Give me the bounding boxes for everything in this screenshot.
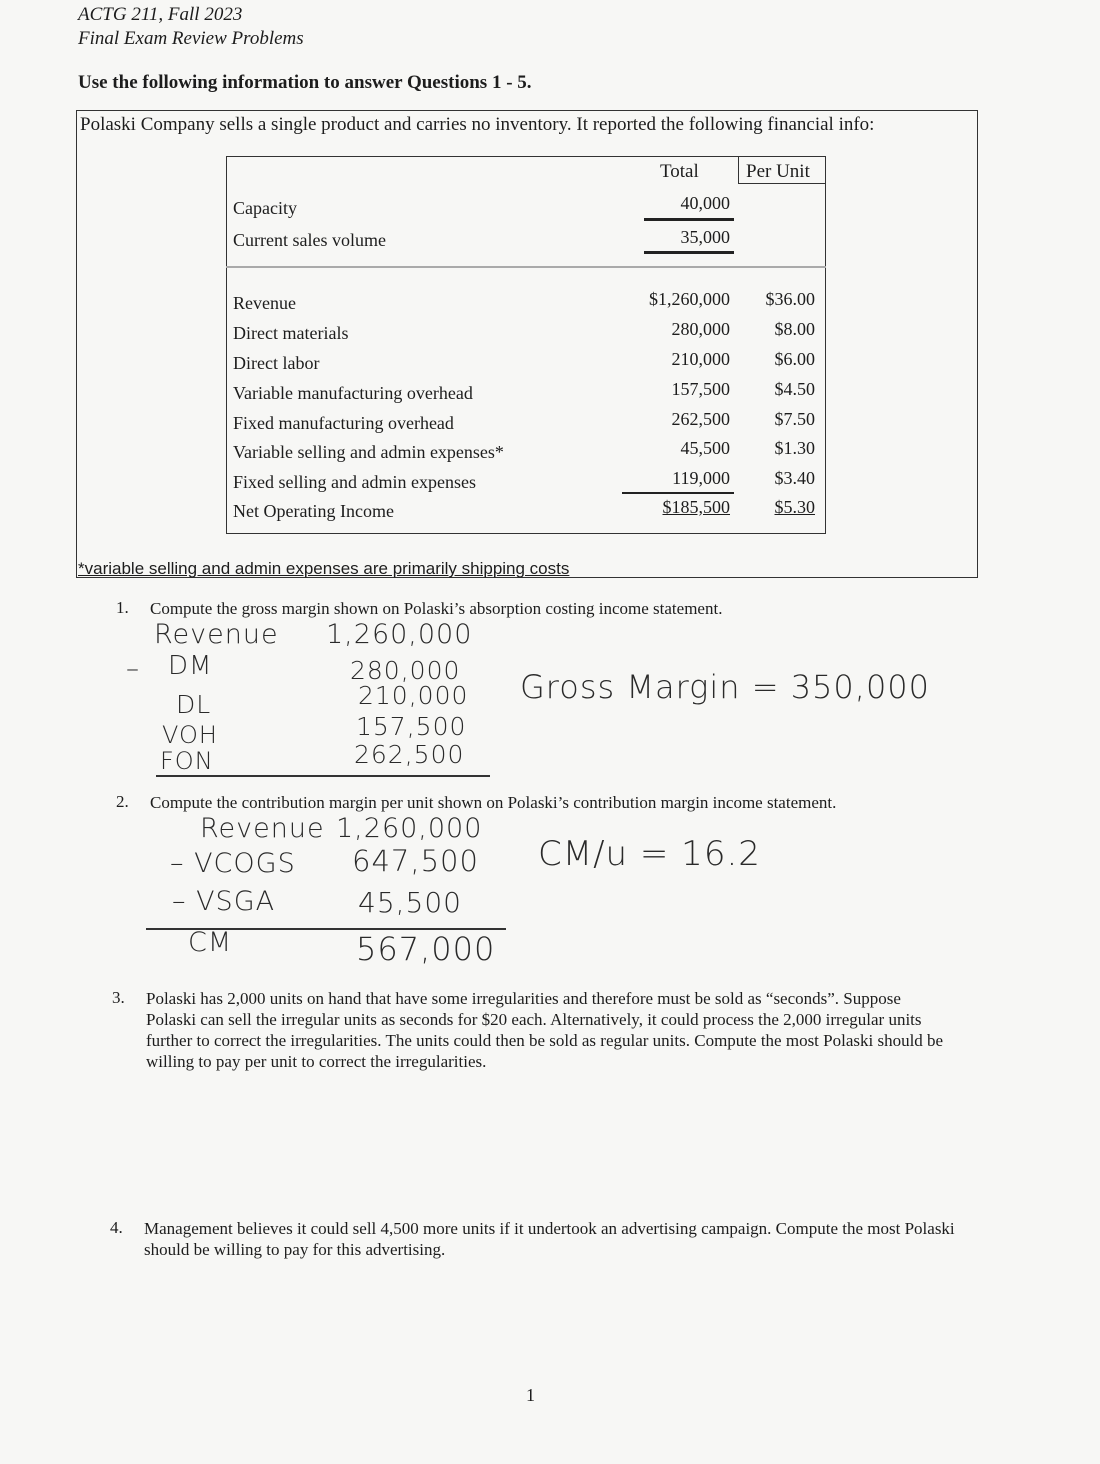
hw-dl-value: 210,000 [358, 681, 469, 710]
row-label: Revenue [233, 293, 296, 313]
page-number: 1 [526, 1385, 535, 1405]
row-label: Direct labor [233, 353, 320, 373]
hw-vcogs-value: 647,500 [352, 844, 479, 878]
row-total: 210,000 [671, 349, 730, 369]
row-per-unit: $1.30 [774, 438, 815, 458]
question-number: 1. [116, 598, 129, 617]
row-per-unit: $8.00 [774, 319, 815, 339]
column-header-total: Total [660, 161, 699, 182]
hw-voh-value: 157,500 [356, 712, 467, 741]
capacity-rule [644, 218, 734, 221]
hw-vsga-value: 45,500 [358, 886, 462, 919]
footnote: *variable selling and admin expenses are primarily shipping costs [78, 559, 570, 578]
row-per-unit: $3.40 [774, 468, 815, 488]
column-header-per-unit: Per Unit [746, 161, 810, 182]
instruction-heading: Use the following information to answer Questions 1 - 5. [78, 72, 532, 93]
course-title: ACTG 211, Fall 2023 [78, 4, 243, 25]
document-subtitle: Final Exam Review Problems [78, 28, 304, 49]
question-text: Compute the gross margin shown on Polaski’s absorption costing income statement. [150, 599, 723, 618]
hw-cm-per-unit-answer: CM/u = 16.2 [538, 834, 761, 874]
question-number: 3. [112, 988, 125, 1007]
hw-cm-value: 567,000 [356, 930, 496, 968]
hw-revenue-value: 1,260,000 [336, 813, 483, 844]
row-total: 157,500 [671, 379, 730, 399]
hw-dl: DL [176, 690, 212, 719]
net-income-per-unit: $5.30 [774, 497, 815, 517]
hw-vsga: – VSGA [172, 886, 276, 917]
hw-gross-margin-answer: Gross Margin = 350,000 [520, 668, 931, 706]
net-income-label: Net Operating Income [233, 501, 394, 521]
hw-voh: VOH [162, 721, 218, 749]
table-divider [226, 266, 826, 268]
row-label: Fixed selling and admin expenses [233, 472, 476, 492]
row-label: Fixed manufacturing overhead [233, 413, 454, 433]
question-text: Management believes it could sell 4,500 more units if it undertook an advertising campaign. Compute the most Polaski should be willing to pay for this advertising. [144, 1219, 955, 1259]
question-text: Compute the contribution margin per unit shown on Polaski’s contribution margin income statement. [150, 793, 837, 812]
hw-revenue-value: 1,260,000 [326, 619, 473, 650]
hw-vcogs: – VCOGS [170, 848, 296, 879]
hw-revenue: Revenue [200, 813, 325, 844]
row-total: 45,500 [680, 438, 730, 458]
total-rule [622, 492, 734, 494]
question-number: 2. [116, 792, 129, 811]
hw-fon-value: 262,500 [354, 740, 465, 769]
hw-minus-sign: – [126, 654, 140, 684]
hw-fon: FON [160, 747, 214, 775]
question-number: 4. [110, 1218, 123, 1237]
row-per-unit: $36.00 [765, 289, 815, 309]
hw-dm-value: 280,000 [350, 656, 461, 685]
info-intro: Polaski Company sells a single product and carries no inventory. It reported the following financial info: [80, 114, 875, 135]
row-label: Variable selling and admin expenses* [233, 442, 504, 462]
hw-sum-line [156, 775, 490, 777]
net-income-total: $185,500 [662, 497, 730, 517]
sales-volume-rule [644, 251, 734, 254]
row-per-unit: $6.00 [774, 349, 815, 369]
row-total: 262,500 [671, 409, 730, 429]
sales-volume-label: Current sales volume [233, 230, 386, 250]
capacity-label: Capacity [233, 198, 297, 218]
row-total: $1,260,000 [649, 289, 730, 309]
capacity-total: 40,000 [680, 193, 730, 213]
row-per-unit: $7.50 [774, 409, 815, 429]
row-total: 280,000 [671, 319, 730, 339]
sales-volume-total: 35,000 [680, 227, 730, 247]
row-per-unit: $4.50 [774, 379, 815, 399]
hw-dm: DM [168, 651, 213, 681]
row-label: Direct materials [233, 323, 349, 343]
row-label: Variable manufacturing overhead [233, 383, 473, 403]
hw-cm: CM [188, 927, 233, 958]
question-text: Polaski has 2,000 units on hand that have some irregularities and therefore must be sold as “seconds”. Suppose Polaski can sell the irregular units as seconds for $20 each. Alternatively, it could process the 2,000 irregular units further to correct the irregularities. The units could then be sold as regular units. Compute the most Polaski should be willing to pay per unit to correct the irregularities. [146, 989, 944, 1071]
hw-revenue: Revenue [154, 619, 279, 650]
row-total: 119,000 [672, 468, 730, 488]
